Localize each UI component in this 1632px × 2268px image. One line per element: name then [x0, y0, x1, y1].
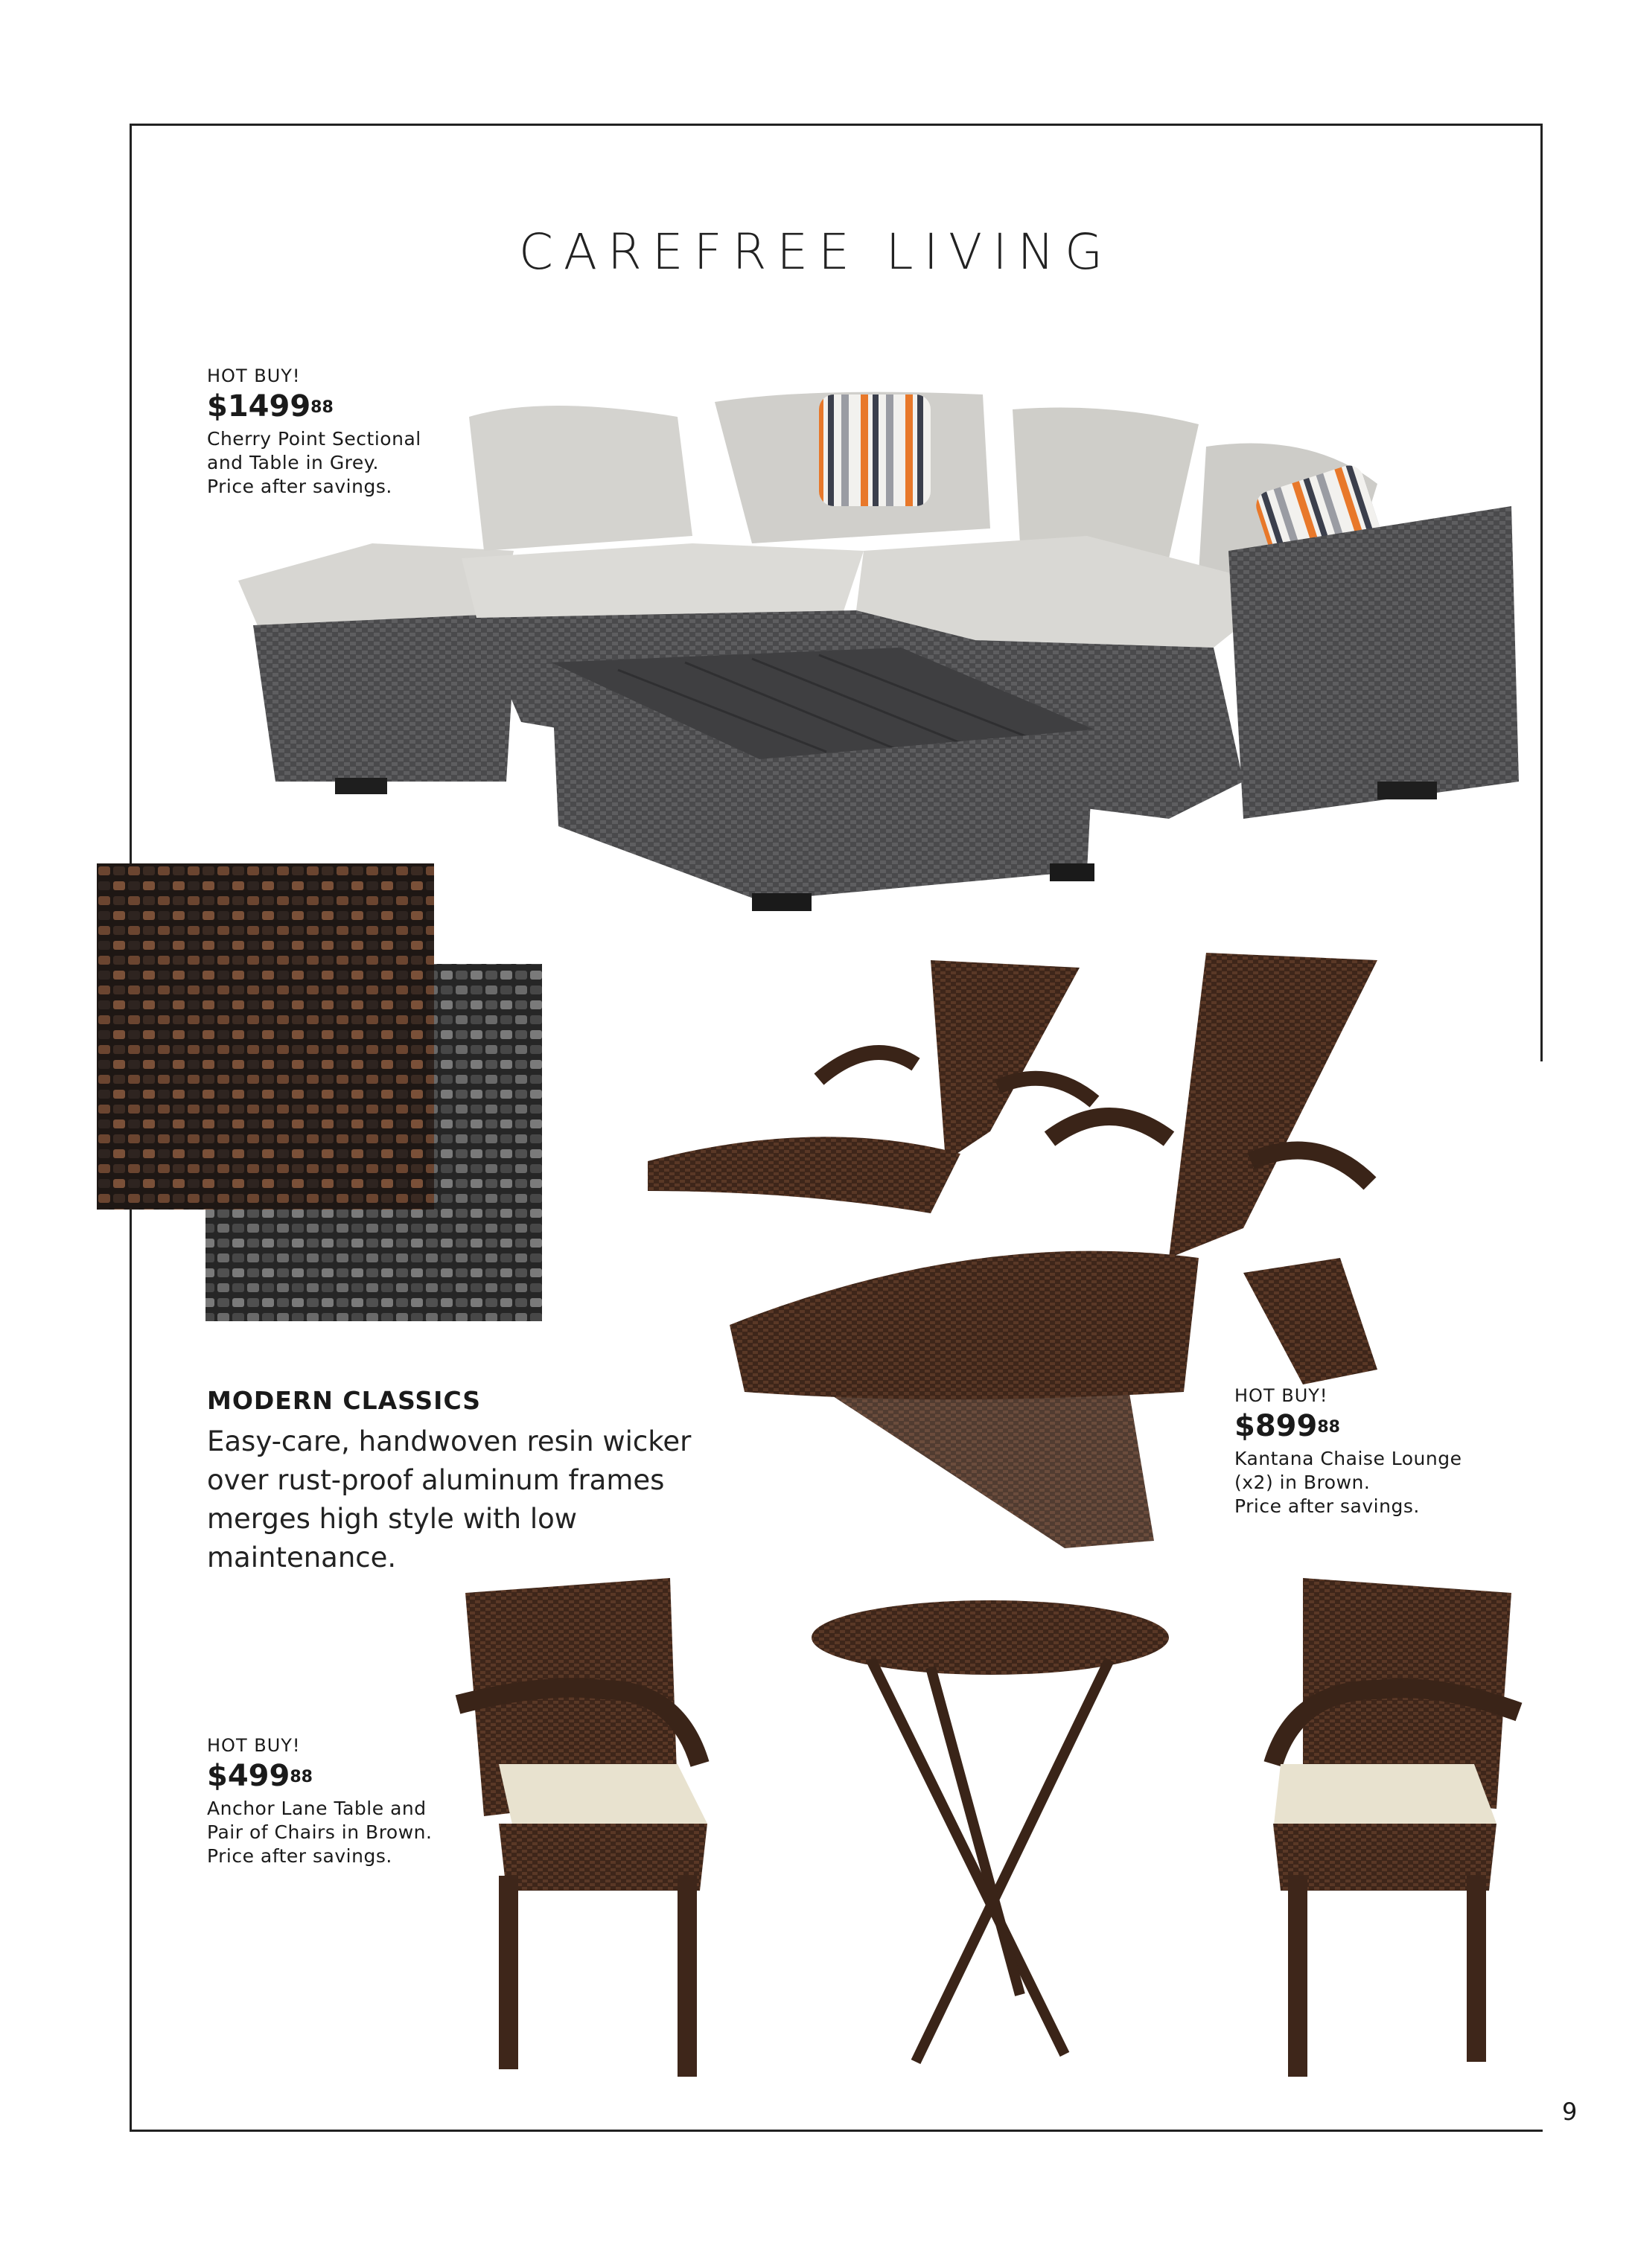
feature-heading: MODERN CLASSICS [207, 1386, 482, 1415]
foot [1050, 863, 1094, 881]
feature-body: Easy-care, handwoven resin wicker over rust-proof aluminum frames merges high style with low maintenance. [207, 1425, 692, 1574]
product-description: Cherry Point Sectional and Table in Grey. Price after savings. [207, 428, 421, 497]
hot-buy-label: HOT BUY! [1234, 1385, 1328, 1406]
table-legs [871, 1660, 1109, 2062]
sectional-arm [1228, 506, 1519, 819]
page-number: 9 [1562, 2098, 1578, 2126]
back-cushion [1013, 408, 1199, 559]
hot-buy-label: HOT BUY! [207, 365, 301, 386]
price: $\$899^{88}$ [1234, 1409, 1340, 1443]
brown-wicker-swatch [97, 863, 434, 1210]
chaise-frame [826, 1362, 1154, 1548]
product-description: Anchor Lane Table and Pair of Chairs in Brown. Price after savings. [207, 1798, 433, 1867]
modern-classics-copy [207, 1386, 698, 1577]
chaise-back [1169, 953, 1377, 1258]
price: $\$499^{88}$ [207, 1759, 313, 1793]
chair-leg [678, 1876, 697, 2077]
price: $1499$^{88}$ [207, 389, 334, 424]
hot-buy-label: HOT BUY! [207, 1735, 301, 1756]
chair-apron [499, 1824, 707, 1891]
foot [1377, 782, 1437, 799]
wicker-swatches [97, 863, 551, 1325]
foot [752, 893, 812, 911]
table-top [812, 1600, 1169, 1675]
seat-cushion [1273, 1764, 1496, 1831]
chaise-seat [648, 1137, 960, 1213]
page-title: CAREFREE LIVING [518, 223, 1114, 281]
chair-leg [1467, 1876, 1486, 2062]
bistro-set-image [454, 1578, 1519, 2084]
striped-pillow [819, 394, 931, 506]
chair-leg [499, 1876, 518, 2069]
back-cushion [469, 406, 692, 551]
armrest [819, 1052, 916, 1079]
table-side [759, 729, 1094, 901]
armrest [1050, 1117, 1169, 1139]
seat-cushion [499, 1764, 707, 1831]
ottoman-base [253, 614, 514, 782]
chair-leg [1288, 1876, 1307, 2077]
chaise-seat [730, 1251, 1199, 1399]
product-description: Kantana Chaise Lounge (x2) in Brown. Price after savings. [1234, 1448, 1462, 1517]
foot [335, 778, 387, 794]
bistro-promo [207, 1734, 432, 1868]
chaise-lounge-image [633, 945, 1526, 1556]
chaise-frame [1243, 1258, 1377, 1384]
